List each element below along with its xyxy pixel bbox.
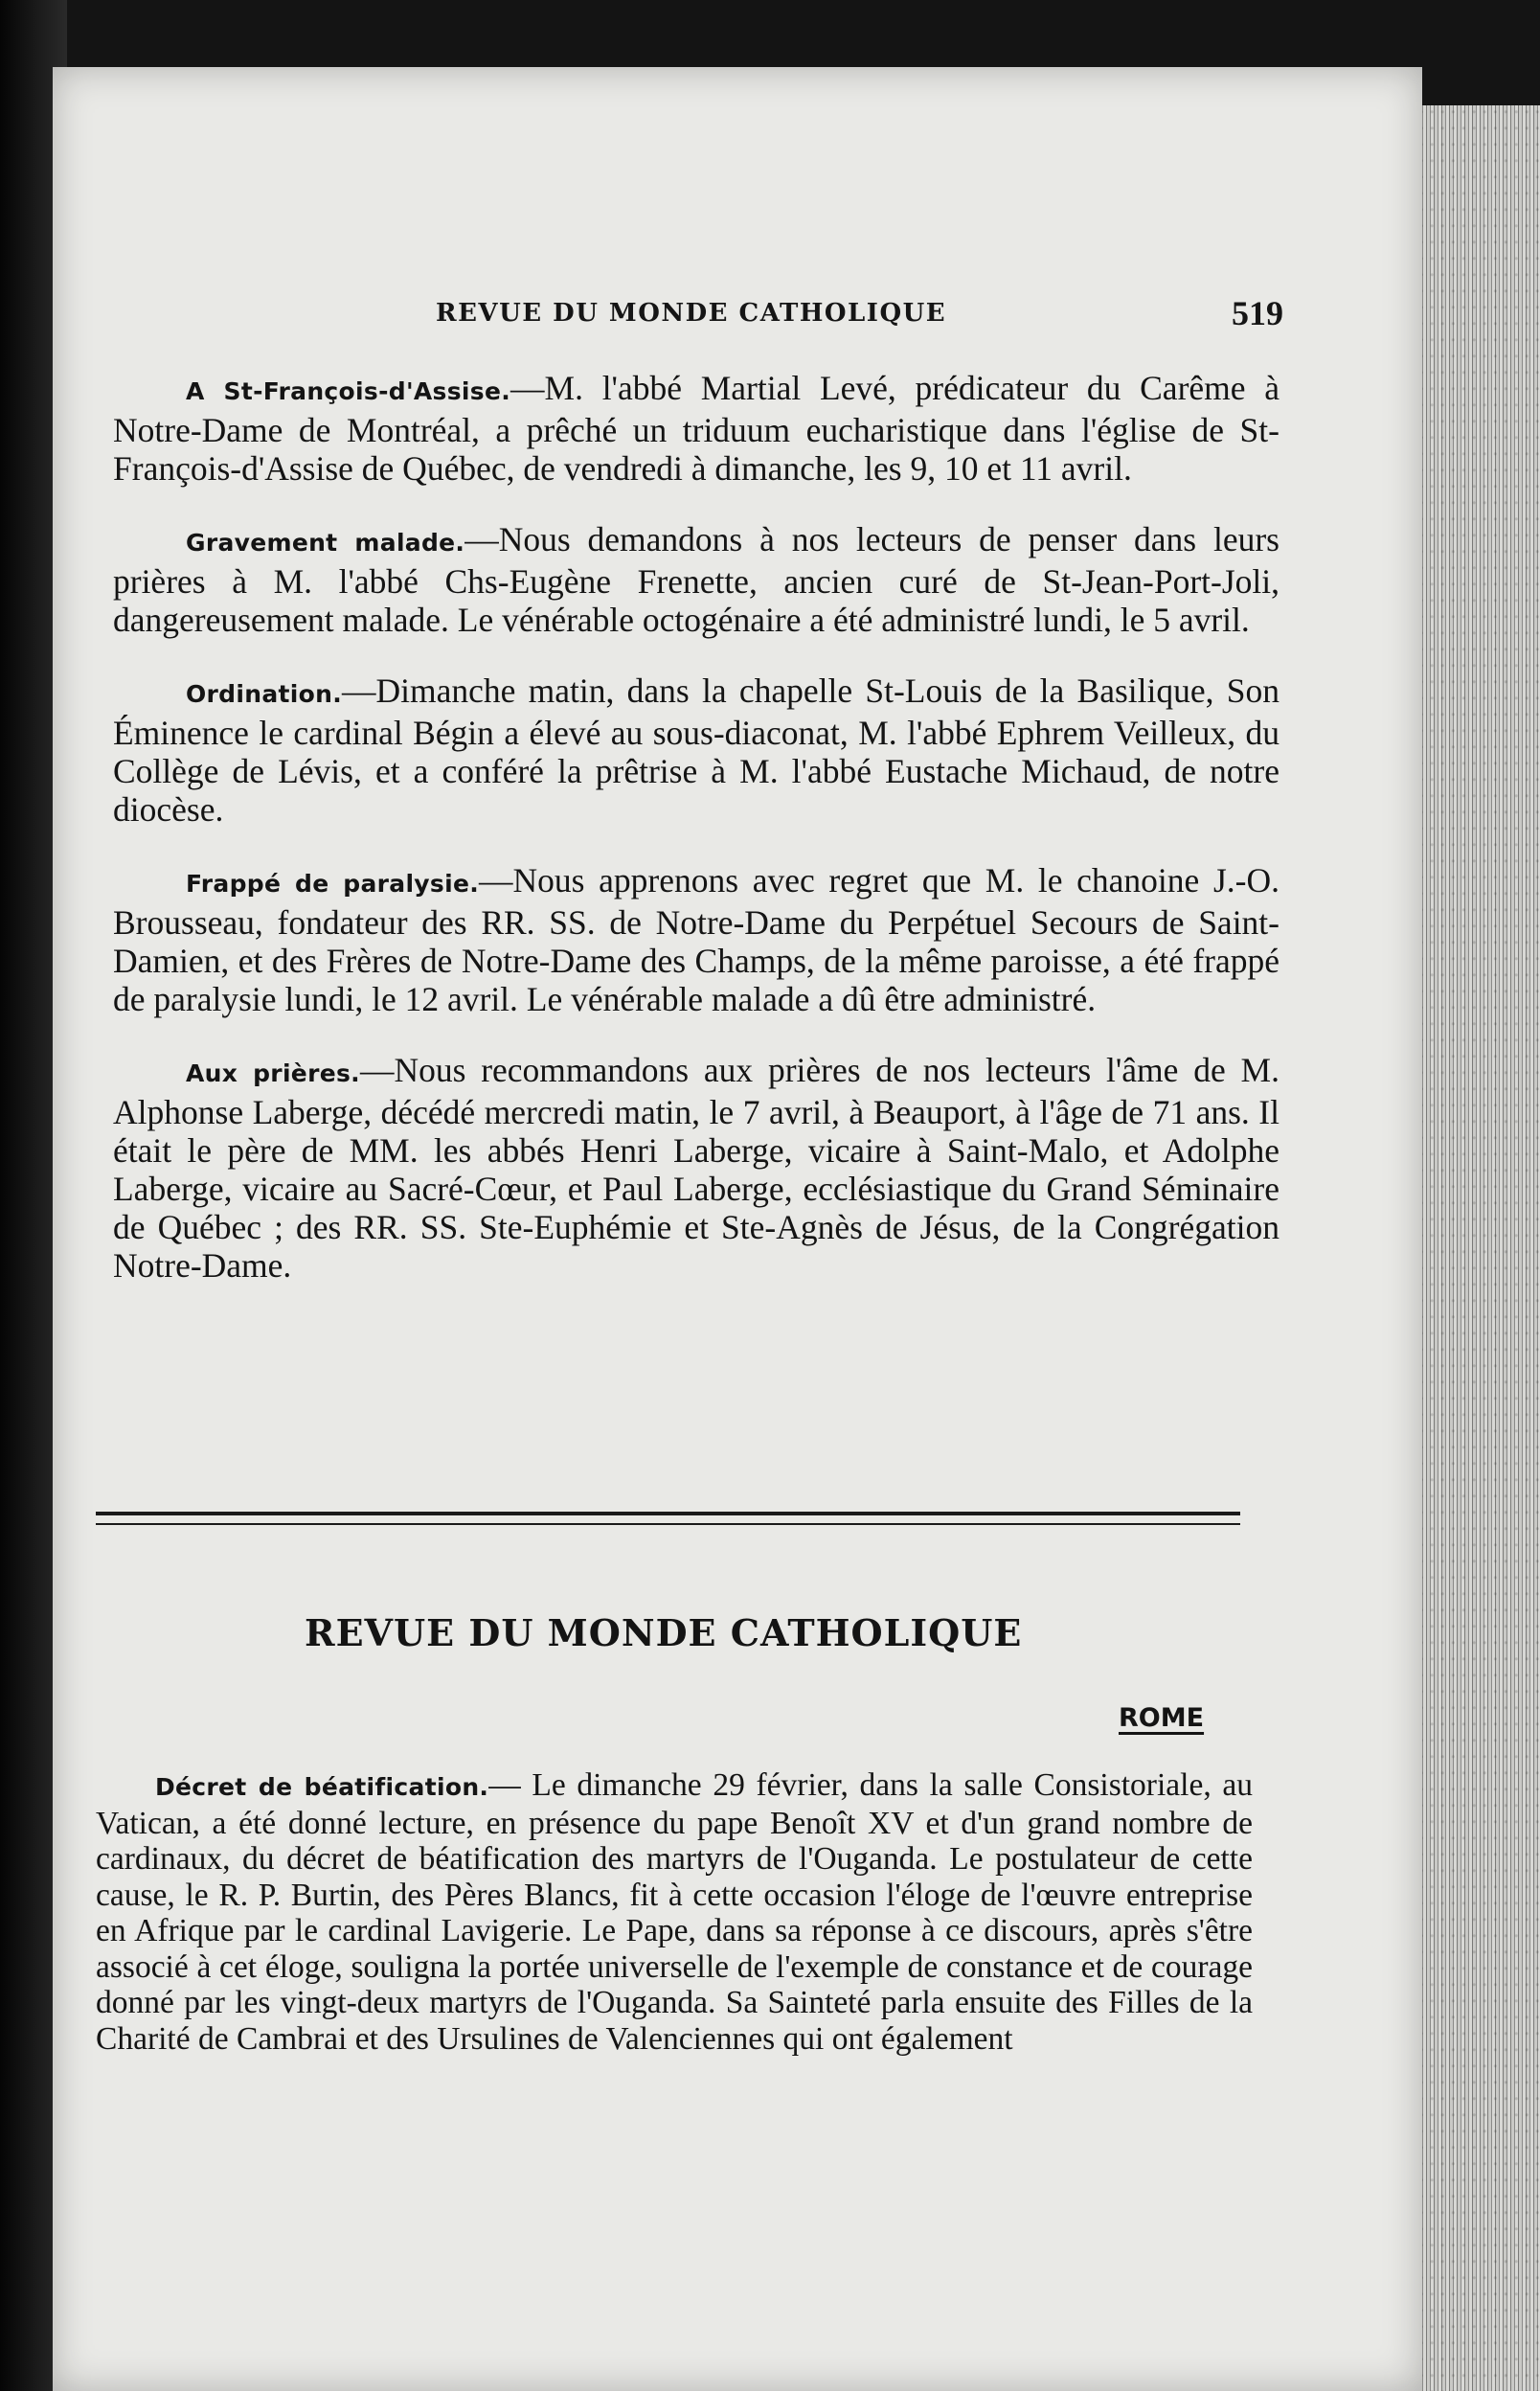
news-item-body: — Le dimanche 29 février, dans la salle Consistoriale, au Vatican, a été donné lecture, en présence du pape Benoît XV et d'un grand nombre de cardinaux, du décret de béatification des martyrs de l'Ouganda. Le postulateur de cette cause, le R. P. Burtin, des Pères Blancs, fit à cette occasion l'éloge de l'œuvre entreprise en Afrique par le cardinal Lavigerie. Le Pape, dans sa réponse à ce discours, après s'être associé à cet éloge, souligna la portée universelle de l'exemple de constance et de courage donné par les vingt-deux martyrs de l'Ouganda. Sa Sainteté parla ensuite des Filles de la Charité de Cambrai et des Ursulines de Valenciennes qui ont également xyxy=(96,1767,1253,2057)
page-header xyxy=(134,293,1283,351)
news-item xyxy=(113,369,1280,488)
news-item-body: —Nous demandons à nos lecteurs de penser dans leurs prières à M. l'abbé Chs-Eugène Frenette, ancien curé de St-Jean-Port-Joli, dangereusement malade. Le vénérable octogénaire a été administré lundi, le 5 avril. xyxy=(113,520,1280,639)
news-item-body: —Nous apprenons avec regret que M. le chanoine J.-O. Brousseau, fondateur des RR. SS. de Notre-Dame du Perpétuel Secours de Saint-Damien, et des Frères de Notre-Dame des Champs, de la même paroisse, a été frappé de paralysie lundi, le 12 avril. Le vénérable malade a dû être administré. xyxy=(113,861,1280,1018)
section-body xyxy=(96,1767,1253,2057)
section-title: REVUE DU MONDE CATHOLIQUE xyxy=(305,1611,1023,1654)
news-item-title: Aux prières. xyxy=(186,1059,360,1087)
news-item xyxy=(113,672,1280,829)
page-number: 519 xyxy=(1232,294,1283,332)
news-item xyxy=(113,861,1280,1018)
news-item-body: —Dimanche matin, dans la chapelle St-Louis de la Basilique, Son Éminence le cardinal Bégin a élevé au sous-diaconat, M. l'abbé Ephrem Veilleux, du Collège de Lévis, et a conféré la prêtrise à M. l'abbé Eustache Michaud, de notre diocèse. xyxy=(113,672,1280,829)
news-item-body: —Nous recommandons aux prières de nos lecteurs l'âme de M. Alphonse Laberge, décédé mercredi matin, le 7 avril, à Beauport, à l'âge de 71 ans. Il était le père de MM. les abbés Henri Laberge, vicaire à Saint-Malo, et Adolphe Laberge, vicaire au Sacré-Cœur, et Paul Laberge, ecclésiastique du Grand Séminaire de Québec ; des RR. SS. Ste-Euphémie et Ste-Agnès de Jésus, de la Congrégation Notre-Dame. xyxy=(113,1051,1280,1285)
news-item xyxy=(96,1767,1253,2057)
news-item xyxy=(113,520,1280,639)
news-items xyxy=(113,369,1280,1317)
news-item-title: Ordination. xyxy=(186,680,343,708)
news-item-title: Gravement malade. xyxy=(186,529,465,557)
news-item-title: A St-François-d'Assise. xyxy=(186,377,511,405)
news-item xyxy=(113,1051,1280,1285)
news-item-title: Frappé de paralysie. xyxy=(186,870,480,898)
news-item-body: —M. l'abbé Martial Levé, prédicateur du Carême à Notre-Dame de Montréal, a prêché un triduum eucharistique dans l'église de St-François-d'Assise de Québec, de vendredi à dimanche, les 9, 10 et 11 avril. xyxy=(113,369,1280,488)
book-page-edges xyxy=(1408,105,1540,2391)
news-item-title: Décret de béatification. xyxy=(155,1773,489,1801)
subsection-heading: ROME xyxy=(1119,1703,1205,1733)
running-head: REVUE DU MONDE CATHOLIQUE xyxy=(436,299,947,328)
section-divider xyxy=(96,1512,1240,1525)
